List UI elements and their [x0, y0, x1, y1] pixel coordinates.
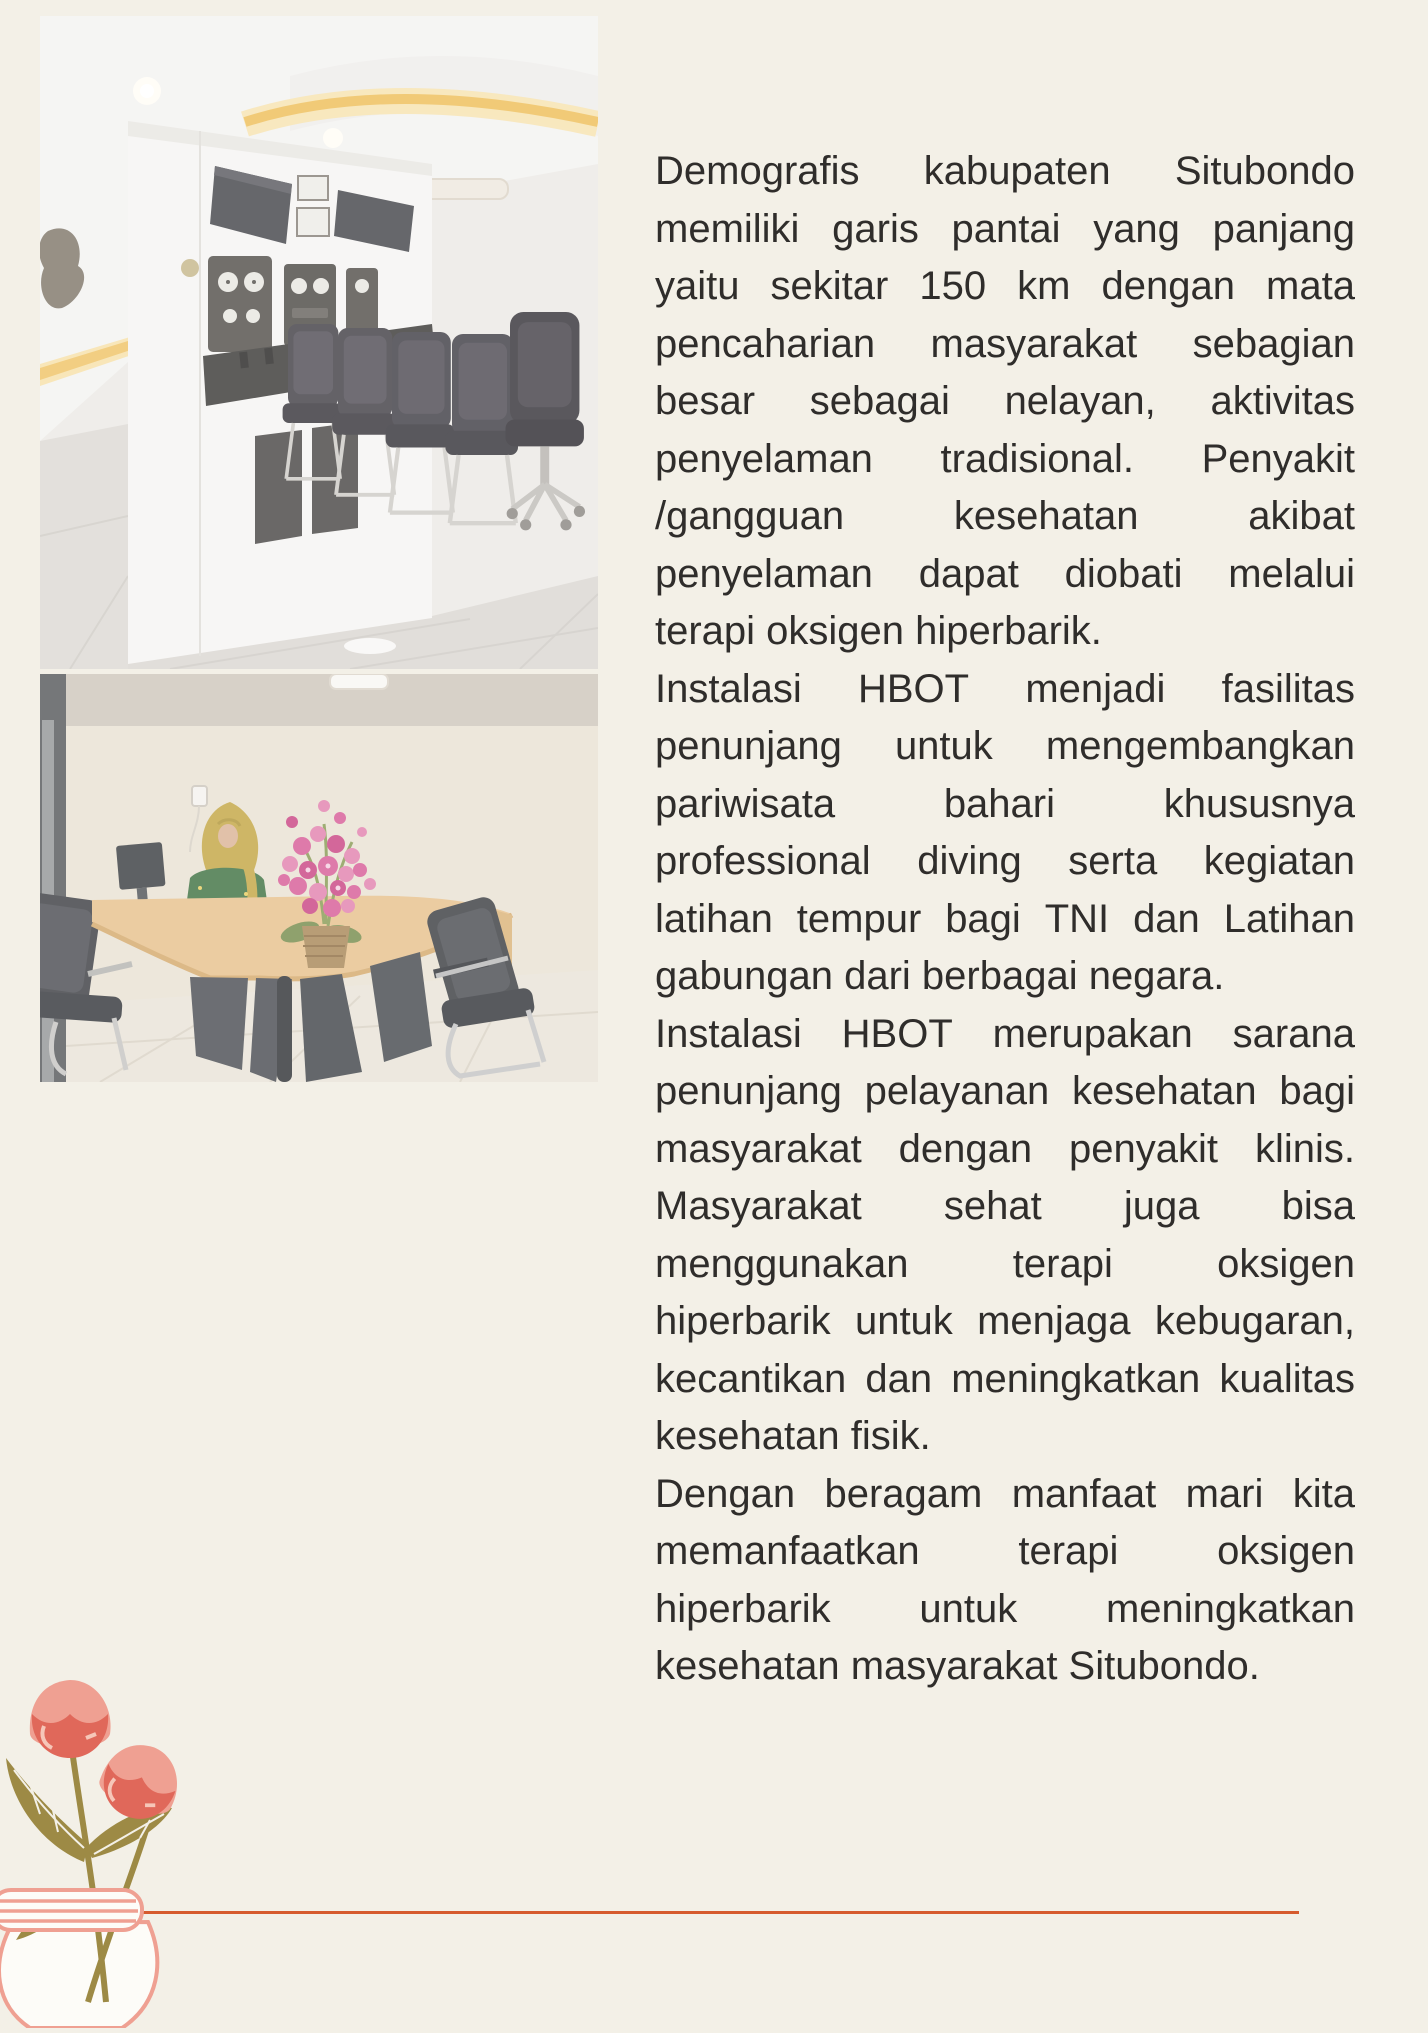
- word: besar: [655, 379, 756, 423]
- text-line: [655, 488, 1355, 546]
- word: menjadi: [1025, 666, 1166, 711]
- word: masyarakat: [930, 321, 1138, 366]
- divider-rule: [143, 1911, 1299, 1914]
- word: Situbondo: [1174, 149, 1355, 193]
- word: meningkatkan: [951, 1356, 1201, 1401]
- word: dan: [1133, 896, 1200, 941]
- office-desk-illustration: [40, 674, 598, 1082]
- word: kecantikan: [655, 1356, 847, 1401]
- vase-body: [0, 1922, 157, 2028]
- word: sehat: [943, 1184, 1042, 1228]
- word: yang: [1093, 206, 1180, 251]
- word: untuk: [894, 724, 993, 768]
- word: terapi: [1012, 1241, 1113, 1286]
- text-line: [655, 891, 1355, 949]
- word: bahari: [943, 781, 1056, 826]
- word: dapat: [918, 551, 1019, 596]
- word: Instalasi: [655, 666, 802, 711]
- word: juga: [1123, 1184, 1200, 1228]
- control-room-photo: [40, 16, 598, 669]
- word: sekitar: [770, 264, 889, 308]
- text-line: [655, 1236, 1355, 1294]
- text-line: [655, 258, 1355, 316]
- vase-band: [0, 1890, 142, 1930]
- word: hiperbarik: [655, 1299, 831, 1343]
- text-line: kesehatan masyarakat Situbondo.: [655, 1644, 1260, 1688]
- tulip-flower: [30, 1680, 111, 1758]
- text-line: [655, 201, 1355, 259]
- word: diving: [917, 839, 1022, 883]
- text-line: [655, 1178, 1355, 1236]
- word: fasilitas: [1221, 666, 1355, 711]
- word: meningkatkan: [1105, 1586, 1355, 1631]
- word: menggunakan: [655, 1241, 909, 1286]
- word: oksigen: [1217, 1529, 1355, 1573]
- word: HBOT: [841, 1011, 953, 1056]
- text-line: [655, 1523, 1355, 1581]
- word: memiliki: [655, 206, 800, 251]
- word: klinis.: [1254, 1126, 1355, 1171]
- word: latihan: [655, 896, 773, 941]
- word: pelayanan: [864, 1069, 1050, 1113]
- word: pantai: [951, 206, 1061, 251]
- word: sebagian: [1192, 321, 1355, 366]
- word: melalui: [1228, 551, 1355, 596]
- word: kita: [1292, 1471, 1355, 1516]
- word: serta: [1068, 839, 1158, 883]
- text-line: [655, 546, 1355, 604]
- word: kebugaran,: [1154, 1299, 1355, 1343]
- word: dan: [865, 1356, 933, 1401]
- word: merupakan: [992, 1011, 1193, 1056]
- word: Dengan: [655, 1471, 796, 1516]
- word: untuk: [919, 1586, 1018, 1631]
- word: garis: [832, 206, 919, 251]
- text-line: [655, 718, 1355, 776]
- word: menjaga: [977, 1299, 1131, 1343]
- word: oksigen: [1217, 1241, 1355, 1286]
- word: HBOT: [857, 666, 970, 711]
- text-line: [655, 1466, 1355, 1524]
- word: terapi: [1018, 1529, 1119, 1573]
- text-line: [655, 373, 1355, 431]
- word: pencaharian: [655, 321, 876, 366]
- word: dengan: [898, 1126, 1033, 1171]
- word: bagi: [1279, 1069, 1355, 1113]
- flower-decoration: [0, 1672, 220, 2028]
- word: akibat: [1248, 494, 1355, 538]
- word: aktivitas: [1210, 379, 1355, 423]
- text-line: [655, 1293, 1355, 1351]
- word: mari: [1185, 1471, 1264, 1516]
- word: penyakit: [1069, 1126, 1219, 1171]
- word: khususnya: [1163, 781, 1355, 826]
- word: mata: [1266, 264, 1355, 308]
- word: memanfaatkan: [655, 1529, 920, 1573]
- word: pariwisata: [655, 781, 836, 826]
- text-line: [655, 661, 1355, 719]
- text-line: gabungan dari berbagai negara.: [655, 954, 1225, 998]
- word: bisa: [1281, 1184, 1355, 1228]
- word: TNI: [1044, 896, 1110, 941]
- control-room-illustration: [40, 16, 598, 669]
- text-line: [655, 1121, 1355, 1179]
- word: penunjang: [655, 1069, 842, 1113]
- word: tempur: [796, 896, 922, 941]
- tulips-in-vase-illustration: [0, 1672, 220, 2028]
- text-line: [655, 316, 1355, 374]
- word: km: [1017, 264, 1071, 308]
- word: manfaat: [1011, 1471, 1157, 1516]
- article-text: [655, 143, 1355, 1696]
- text-line: [655, 1063, 1355, 1121]
- word: penunjang: [655, 724, 842, 768]
- word: panjang: [1212, 206, 1355, 251]
- word: Demografis: [655, 149, 860, 193]
- text-line: [655, 1006, 1355, 1064]
- word: Penyakit: [1201, 436, 1355, 481]
- word: nelayan,: [1004, 379, 1156, 423]
- word: dengan: [1101, 264, 1235, 308]
- word: Instalasi: [655, 1011, 802, 1056]
- word: penyelaman: [655, 551, 873, 596]
- tulip-flower: [91, 1733, 190, 1830]
- word: kabupaten: [923, 149, 1111, 193]
- word: bagi: [945, 896, 1021, 941]
- word: Latihan: [1223, 896, 1355, 941]
- word: professional: [655, 839, 871, 883]
- text-line: [655, 1351, 1355, 1409]
- text-line: [655, 776, 1355, 834]
- word: kesehatan: [953, 494, 1139, 538]
- text-line: [655, 431, 1355, 489]
- word: Masyarakat: [655, 1184, 862, 1228]
- word: /gangguan: [655, 494, 845, 538]
- word: tradisional.: [940, 436, 1134, 481]
- word: 150: [919, 264, 987, 308]
- text-line: [655, 143, 1355, 201]
- word: mengembangkan: [1045, 724, 1355, 768]
- word: kesehatan: [1072, 1069, 1257, 1113]
- word: penyelaman: [655, 436, 873, 481]
- text-line: [655, 833, 1355, 891]
- word: sebagai: [809, 379, 950, 423]
- word: untuk: [854, 1299, 953, 1343]
- word: diobati: [1064, 551, 1183, 596]
- text-line: terapi oksigen hiperbarik.: [655, 609, 1102, 653]
- word: masyarakat: [655, 1126, 862, 1171]
- word: hiperbarik: [655, 1586, 831, 1631]
- text-line: kesehatan fisik.: [655, 1414, 931, 1458]
- word: kualitas: [1219, 1356, 1355, 1401]
- word: kegiatan: [1203, 839, 1355, 883]
- word: sarana: [1232, 1011, 1355, 1056]
- office-desk-photo: [40, 674, 598, 1082]
- word: yaitu: [655, 264, 740, 308]
- word: beragam: [824, 1471, 983, 1516]
- text-line: [655, 1581, 1355, 1639]
